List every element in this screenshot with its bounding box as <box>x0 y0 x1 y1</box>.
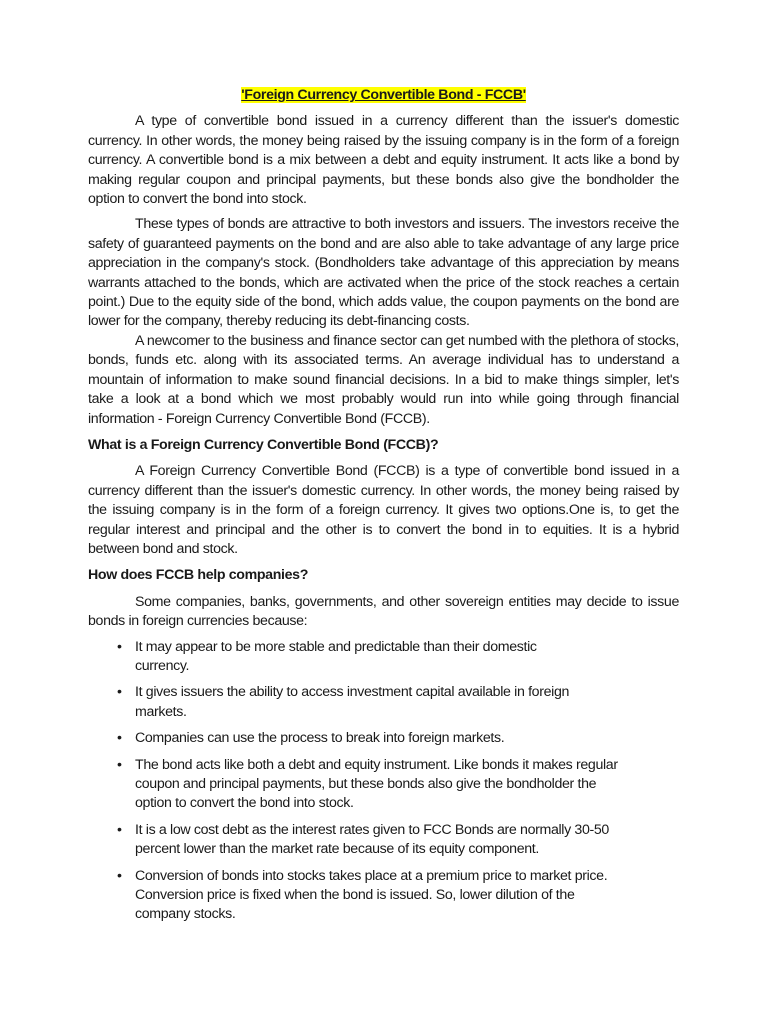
list-item: • Conversion of bonds into stocks takes place at a premium price to market price. Conversion price is fixed when the bond is issued. So, lower dilution of the company stocks. <box>135 867 679 925</box>
list-item: • It may appear to be more stable and predictable than their domestic currency. <box>135 638 679 677</box>
document-title <box>88 86 679 105</box>
paragraph: A newcomer to the business and finance sector can get numbed with the plethora of stocks, bonds, funds etc. along with its associated terms. An average individual has to understand a mountain of information to make sound financial decisions. In a bid to make things simpler, let's take a look at a bond which we most probably would run into while going through financial information - Foreign Currency Convertible Bond (FCCB). <box>88 332 679 427</box>
bullet-list <box>88 638 679 925</box>
document-page <box>88 86 679 932</box>
title-text: 'Foreign Currency Convertible Bond - FCCB' <box>241 87 526 103</box>
paragraph: A Foreign Currency Convertible Bond (FCCB) is a type of convertible bond issued in a currency different than the issuer's domestic currency. In other words, the money being raised by the issuing company is in the form of a foreign currency. It gives two options.One is, to get the regular interest and principal and the other is to convert the bond in to equities. It is a hybrid between bond and stock. <box>88 463 679 557</box>
list-item: • It gives issuers the ability to access investment capital available in foreign markets. <box>135 683 679 722</box>
section-heading: How does FCCB help companies? <box>88 567 309 584</box>
paragraph: A type of convertible bond issued in a currency different than the issuer's domestic currency. In other words, the money being raised by the issuing company is in the form of a foreign currency. A convertible bond is a mix between a debt and equity instrument. It acts like a bond by making regular coupon and principal payments, but these bonds also give the bondholder the option to convert the bond into stock. <box>88 113 679 208</box>
paragraph: Some companies, banks, governments, and other sovereign entities may decide to issue bonds in foreign currencies because: <box>88 593 679 630</box>
paragraph: These types of bonds are attractive to both investors and issuers. The investors receive the safety of guaranteed payments on the bond and are also able to take advantage of any large price appreciation in the company's stock. (Bondholders take advantage of this appreciation by means warrants attached to the bonds, which are activated when the price of the stock reaches a certain point.) Due to the equity side of the bond, which adds value, the coupon payments on the bond are lower for the company, thereby reducing its debt-financing costs. <box>88 216 679 330</box>
list-item: • It is a low cost debt as the interest rates given to FCC Bonds are normally 30-50 percent lower than the market rate because of its equity component. <box>135 821 679 860</box>
list-item: • Companies can use the process to break into foreign markets. <box>135 729 679 748</box>
section-heading: What is a Foreign Currency Convertible Bond (FCCB)? <box>88 436 439 453</box>
list-item: • The bond acts like both a debt and equity instrument. Like bonds it makes regular coupon and principal payments, but these bonds also give the bondholder the option to convert the bond into stock. <box>135 756 679 814</box>
